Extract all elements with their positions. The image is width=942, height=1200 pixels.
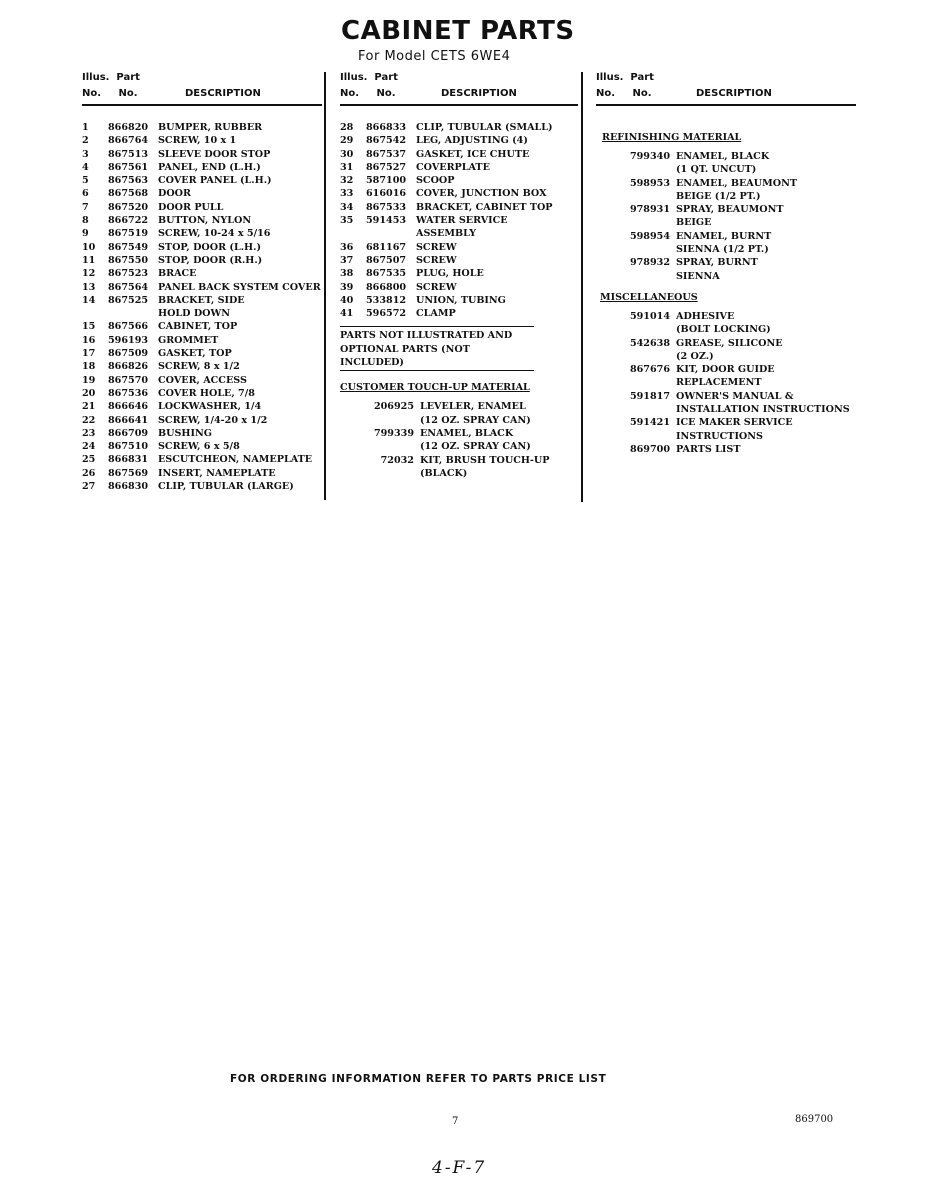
- illus-number: 33: [340, 188, 354, 200]
- part-description: KIT, DOOR GUIDE REPLACEMENT: [676, 364, 775, 389]
- illus-number: 2: [82, 135, 89, 147]
- part-number: 866641: [108, 414, 149, 426]
- part-number: 867536: [108, 387, 149, 399]
- part-row: [82, 334, 322, 347]
- part-description: SCREW, 8 x 1/2: [158, 361, 240, 373]
- part-number: 867568: [108, 188, 149, 200]
- illus-number: 11: [82, 254, 96, 266]
- illus-number: 29: [340, 135, 354, 147]
- part-description: COVER HOLE, 7/8: [158, 387, 255, 399]
- illus-label: Illus.: [82, 72, 110, 83]
- part-description: PANEL BACK SYSTEM COVER: [158, 281, 321, 293]
- illus-number: 41: [340, 308, 354, 320]
- part-row: [340, 427, 578, 454]
- part-description: CABINET, TOP: [158, 321, 238, 333]
- part-number: 866722: [108, 215, 149, 227]
- illus-number: 35: [340, 215, 354, 227]
- part-description: SCREW, 1/4-20 x 1/2: [158, 414, 268, 426]
- part-number: 866709: [108, 427, 149, 439]
- no-label: No.: [632, 88, 652, 99]
- part-row: [82, 453, 322, 466]
- illus-number: 16: [82, 334, 96, 346]
- part-row: [82, 414, 322, 427]
- part-description: GROMMET: [158, 334, 219, 346]
- illus-number: 13: [82, 281, 96, 293]
- part-row: [82, 387, 322, 400]
- part-row: [82, 201, 322, 214]
- illus-number: 27: [82, 481, 96, 493]
- part-row: [82, 227, 322, 240]
- no-label: No.: [340, 88, 360, 99]
- illus-number: 32: [340, 175, 354, 187]
- description-label: DESCRIPTION: [185, 88, 261, 99]
- part-number: 867570: [108, 374, 149, 386]
- part-number: 866764: [108, 135, 149, 147]
- part-number: 866831: [108, 454, 149, 466]
- illus-number: 5: [82, 175, 89, 187]
- part-description: COVERPLATE: [416, 161, 490, 173]
- part-row: [596, 390, 856, 417]
- misc-list: [596, 310, 856, 456]
- part-number: 542638: [629, 337, 670, 349]
- illus-number: 1: [82, 122, 89, 133]
- refinishing-list: [596, 150, 856, 283]
- part-row: [596, 150, 856, 177]
- part-number: 867519: [108, 228, 149, 240]
- part-label: Part: [374, 72, 398, 83]
- part-number: 867569: [108, 467, 149, 479]
- part-description: PARTS LIST: [676, 443, 741, 455]
- part-description: LOCKWASHER, 1/4: [158, 401, 262, 413]
- illus-number: 9: [82, 228, 89, 240]
- illus-number: 19: [82, 374, 96, 386]
- part-description: PANEL, END (L.H.): [158, 161, 261, 173]
- illus-number: 34: [340, 201, 354, 213]
- parts-column-3: [596, 70, 856, 456]
- part-number: 867676: [629, 364, 670, 376]
- no-label: No.: [82, 88, 102, 99]
- illus-number: 31: [340, 161, 354, 173]
- part-number: 866820: [108, 122, 149, 133]
- part-number: 867513: [108, 148, 149, 160]
- part-row: [340, 148, 578, 161]
- column-divider: [324, 72, 326, 500]
- part-number: 867563: [108, 175, 149, 187]
- part-row: [340, 307, 578, 320]
- part-description: BRACKET, CABINET TOP: [416, 201, 553, 213]
- part-description: ADHESIVE (BOLT LOCKING): [676, 310, 771, 336]
- parts-column-2: [340, 70, 578, 480]
- not-illustrated-heading: PARTS NOT ILLUSTRATED AND OPTIONAL PARTS (NOT INCLUDED): [340, 326, 534, 371]
- part-description: ENAMEL, BLACK (12 OZ. SPRAY CAN): [420, 427, 531, 453]
- parts-list: [82, 121, 322, 493]
- part-number: 867542: [366, 135, 407, 147]
- part-row: [340, 161, 578, 174]
- part-description: INSERT, NAMEPLATE: [158, 467, 276, 479]
- column-divider: [581, 72, 583, 502]
- part-row: [596, 363, 856, 390]
- part-row: [596, 177, 856, 204]
- part-description: COVER, JUNCTION BOX: [416, 188, 547, 200]
- part-row: [596, 337, 856, 364]
- part-row: [340, 121, 578, 134]
- part-description: LEVELER, ENAMEL (12 OZ. SPRAY CAN): [420, 401, 531, 426]
- part-description: BRACE: [158, 268, 197, 280]
- part-number: 867523: [108, 268, 149, 280]
- part-row: [82, 174, 322, 187]
- handwritten-note: 4-F-7: [432, 1158, 487, 1178]
- part-number: 681167: [366, 241, 407, 253]
- part-number: 867533: [366, 201, 407, 213]
- part-row: [596, 203, 856, 230]
- part-description: CLIP, TUBULAR (LARGE): [158, 481, 294, 493]
- part-description: DOOR PULL: [158, 201, 224, 213]
- part-row: [82, 187, 322, 200]
- part-number: 867527: [366, 161, 407, 173]
- illus-number: 20: [82, 387, 96, 399]
- part-number: 867566: [108, 321, 149, 333]
- part-row: [82, 121, 322, 134]
- part-row: [82, 148, 322, 161]
- part-description: SPRAY, BURNT SIENNA: [676, 257, 758, 282]
- part-description: SCREW, 6 x 5/8: [158, 441, 240, 453]
- part-row: [82, 281, 322, 294]
- part-number: 533812: [366, 294, 407, 306]
- part-description: BRACKET, SIDE HOLD DOWN: [158, 294, 245, 320]
- part-number: 867550: [108, 254, 149, 266]
- part-description: DOOR: [158, 188, 192, 200]
- touchup-list: [340, 400, 578, 480]
- part-row: [340, 134, 578, 147]
- illus-number: 3: [82, 148, 89, 160]
- part-number: 866830: [108, 481, 149, 493]
- part-description: SLEEVE DOOR STOP: [158, 148, 271, 160]
- part-description: SCREW, 10 x 1: [158, 135, 237, 147]
- part-row: [340, 281, 578, 294]
- part-number: 206925: [373, 401, 414, 413]
- part-number: 867520: [108, 201, 149, 213]
- part-number: 867561: [108, 161, 149, 173]
- part-row: [82, 294, 322, 321]
- part-description: ESCUTCHEON, NAMEPLATE: [158, 454, 313, 466]
- part-description: STOP, DOOR (R.H.): [158, 254, 263, 266]
- illus-number: 23: [82, 427, 96, 439]
- part-label: Part: [116, 72, 140, 83]
- part-row: [340, 267, 578, 280]
- column-header: [82, 70, 322, 106]
- illus-number: 22: [82, 414, 96, 426]
- part-row: [340, 214, 578, 241]
- parts-column-1: [82, 70, 322, 493]
- part-row: [82, 161, 322, 174]
- part-number: 598954: [629, 230, 670, 242]
- part-row: [82, 440, 322, 453]
- parts-list: [340, 121, 578, 320]
- part-description: CLAMP: [416, 308, 456, 320]
- part-number: 799340: [629, 151, 670, 162]
- part-description: BUSHING: [158, 427, 212, 439]
- part-row: [82, 467, 322, 480]
- part-number: 591453: [366, 215, 407, 227]
- part-description: SCREW: [416, 281, 457, 293]
- part-row: [596, 256, 856, 283]
- part-description: LEG, ADJUSTING (4): [416, 135, 528, 147]
- part-number: 598953: [629, 177, 670, 189]
- part-description: GASKET, TOP: [158, 348, 232, 360]
- part-row: [82, 254, 322, 267]
- part-description: SCREW: [416, 241, 457, 253]
- part-number: 596572: [366, 308, 407, 320]
- refinishing-heading: REFINISHING MATERIAL: [602, 132, 742, 143]
- part-description: CLIP, TUBULAR (SMALL): [416, 122, 553, 133]
- misc-heading: MISCELLANEOUS: [600, 291, 698, 303]
- part-row: [82, 427, 322, 440]
- part-row: [340, 400, 578, 427]
- part-row: [340, 187, 578, 200]
- illus-number: 15: [82, 321, 96, 333]
- ordering-footer: FOR ORDERING INFORMATION REFER TO PARTS PRICE LIST: [230, 1073, 607, 1085]
- part-description: UNION, TUBING: [416, 294, 506, 306]
- part-row: [82, 374, 322, 387]
- illus-number: 14: [82, 294, 96, 306]
- part-row: [340, 241, 578, 254]
- description-label: DESCRIPTION: [696, 88, 772, 99]
- part-description: GREASE, SILICONE (2 OZ.): [676, 337, 783, 362]
- illus-number: 8: [82, 215, 89, 227]
- illus-number: 24: [82, 441, 96, 453]
- page-subtitle: For Model CETS 6WE4: [358, 49, 511, 64]
- illus-label: Illus.: [596, 72, 624, 83]
- column-header: [596, 70, 856, 106]
- part-row: [596, 310, 856, 337]
- no-label: No.: [118, 88, 138, 99]
- part-description: WATER SERVICE ASSEMBLY: [416, 215, 508, 240]
- part-row: [596, 230, 856, 257]
- part-description: SCREW, 10-24 x 5/16: [158, 228, 271, 240]
- part-description: GASKET, ICE CHUTE: [416, 148, 530, 160]
- part-row: [82, 214, 322, 227]
- description-label: DESCRIPTION: [441, 88, 517, 99]
- part-number: 867509: [108, 348, 149, 360]
- part-description: KIT, BRUSH TOUCH-UP (BLACK): [420, 454, 550, 479]
- part-row: [82, 267, 322, 280]
- part-number: 799339: [373, 427, 414, 439]
- part-number: 978932: [629, 257, 670, 269]
- part-description: COVER PANEL (L.H.): [158, 175, 272, 187]
- part-number: 591014: [629, 310, 670, 322]
- illus-number: 4: [82, 161, 89, 173]
- part-label: Part: [630, 72, 654, 83]
- part-row: [82, 320, 322, 333]
- part-row: [340, 174, 578, 187]
- illus-number: 6: [82, 188, 89, 200]
- part-number: 978931: [629, 204, 670, 216]
- part-number: 867564: [108, 281, 149, 293]
- part-number: 72032: [380, 454, 414, 466]
- part-number: 866826: [108, 361, 149, 373]
- part-number: 866833: [366, 122, 407, 133]
- part-row: [82, 134, 322, 147]
- illus-number: 21: [82, 401, 96, 413]
- part-number: 867525: [108, 294, 149, 306]
- page-title: CABINET PARTS: [341, 16, 575, 46]
- part-description: ICE MAKER SERVICE INSTRUCTIONS: [676, 417, 793, 442]
- part-number: 591817: [629, 390, 670, 402]
- illus-number: 36: [340, 241, 354, 253]
- part-row: [340, 254, 578, 267]
- column-header: [340, 70, 578, 106]
- part-description: ENAMEL, BLACK (1 QT. UNCUT): [676, 151, 770, 176]
- part-description: ENAMEL, BURNT SIENNA (1/2 PT.): [676, 230, 772, 256]
- part-number: 867535: [366, 268, 407, 280]
- part-row: [82, 400, 322, 413]
- part-number: 587100: [366, 175, 407, 187]
- part-row: [596, 416, 856, 443]
- illus-number: 7: [82, 201, 89, 213]
- part-description: BUTTON, NYLON: [158, 215, 252, 227]
- document-number: 869700: [795, 1114, 834, 1125]
- part-number: 867537: [366, 148, 407, 160]
- part-description: SPRAY, BEAUMONT BEIGE: [676, 204, 784, 229]
- illus-number: 37: [340, 254, 354, 266]
- part-number: 616016: [366, 188, 407, 200]
- illus-number: 40: [340, 294, 354, 306]
- part-row: [82, 360, 322, 373]
- part-description: SCREW: [416, 254, 457, 266]
- page-number: 7: [452, 1116, 459, 1127]
- illus-number: 18: [82, 361, 96, 373]
- illus-number: 39: [340, 281, 354, 293]
- illus-number: 26: [82, 467, 96, 479]
- part-number: 596193: [108, 334, 149, 346]
- part-description: OWNER'S MANUAL & INSTALLATION INSTRUCTIONS: [676, 390, 850, 416]
- illus-number: 10: [82, 241, 96, 253]
- illus-number: 17: [82, 348, 96, 360]
- part-number: 867507: [366, 254, 407, 266]
- part-row: [340, 201, 578, 214]
- part-description: SCOOP: [416, 175, 455, 187]
- part-number: 591421: [629, 417, 670, 429]
- part-row: [82, 241, 322, 254]
- illus-number: 25: [82, 454, 96, 466]
- part-number: 867549: [108, 241, 149, 253]
- part-number: 867510: [108, 441, 149, 453]
- part-row: [340, 454, 578, 481]
- illus-label: Illus.: [340, 72, 368, 83]
- no-label: No.: [596, 88, 616, 99]
- illus-number: 12: [82, 268, 96, 280]
- part-description: ENAMEL, BEAUMONT BEIGE (1/2 PT.): [676, 177, 797, 202]
- illus-number: 30: [340, 148, 354, 160]
- part-row: [82, 347, 322, 360]
- part-number: 869700: [629, 443, 670, 455]
- part-description: PLUG, HOLE: [416, 268, 484, 280]
- no-label: No.: [376, 88, 396, 99]
- part-row: [82, 480, 322, 493]
- part-description: BUMPER, RUBBER: [158, 122, 263, 133]
- illus-number: 28: [340, 122, 354, 133]
- part-row: [340, 294, 578, 307]
- touchup-heading: CUSTOMER TOUCH-UP MATERIAL: [340, 382, 530, 394]
- part-number: 866800: [366, 281, 407, 293]
- part-description: STOP, DOOR (L.H.): [158, 241, 261, 253]
- part-row: [596, 443, 856, 456]
- part-number: 866646: [108, 401, 149, 413]
- part-description: COVER, ACCESS: [158, 374, 247, 386]
- illus-number: 38: [340, 268, 354, 280]
